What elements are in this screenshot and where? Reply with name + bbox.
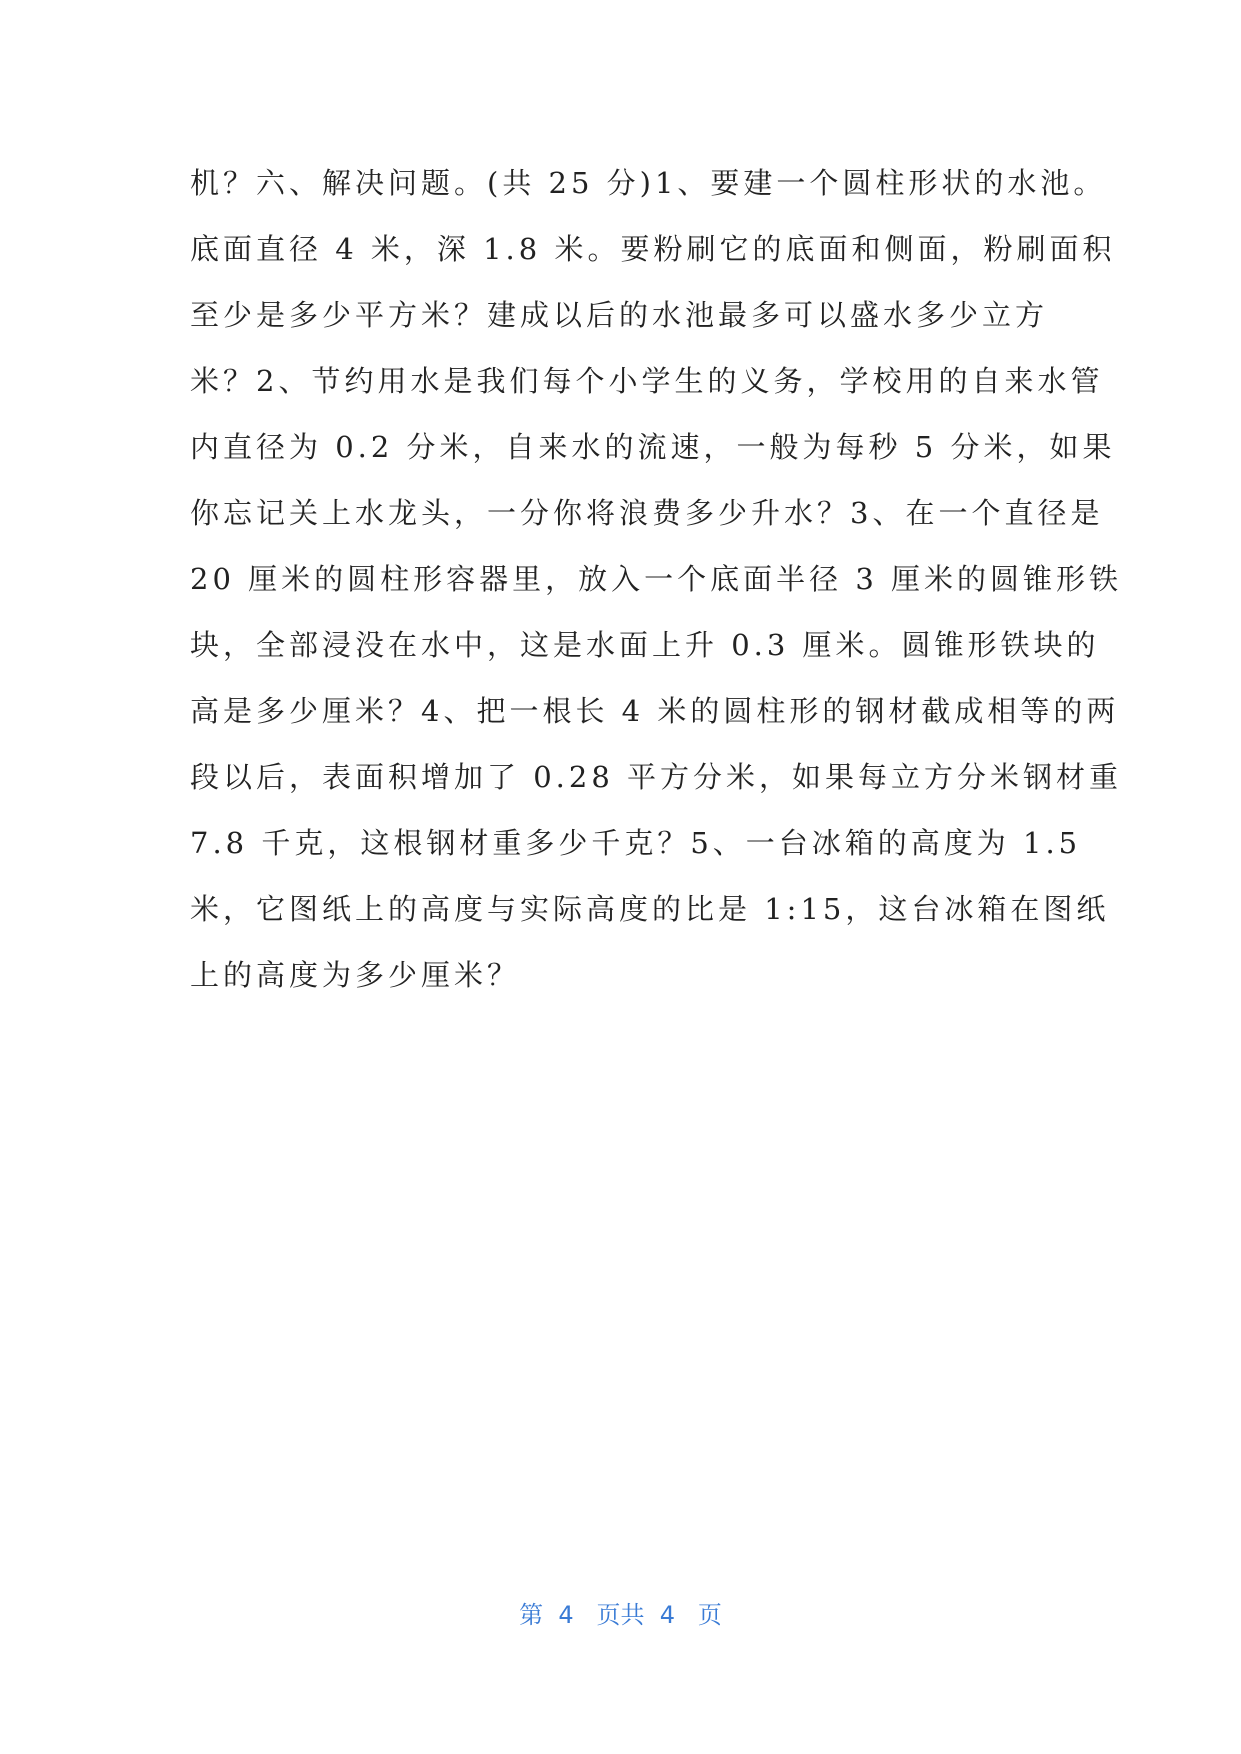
text-line: 内直径为 0.2 分米，自来水的流速，一般为每秒 5 分米，如果 <box>190 430 1116 464</box>
text-line: 底面直径 4 米，深 1.8 米。要粉刷它的底面和侧面，粉刷面积 <box>190 232 1116 266</box>
text-line: 机？六、解决问题。(共 25 分)1、要建一个圆柱形状的水池。 <box>190 166 1107 200</box>
page-number-footer: 第 4 页共 4 页 <box>519 1601 722 1629</box>
text-line: 20 厘米的圆柱形容器里，放入一个底面半径 3 厘米的圆锥形铁 <box>190 562 1123 596</box>
text-line: 7.8 千克，这根钢材重多少千克？5、一台冰箱的高度为 1.5 <box>190 826 1082 860</box>
text-line: 段以后，表面积增加了 0.28 平方分米，如果每立方分米钢材重 <box>190 760 1123 794</box>
text-line: 米？2、节约用水是我们每个小学生的义务，学校用的自来水管 <box>190 364 1104 398</box>
text-line: 至少是多少平方米？建成以后的水池最多可以盛水多少立方 <box>190 298 1049 332</box>
text-line: 你忘记关上水龙头，一分你将浪费多少升水？3、在一个直径是 <box>190 496 1104 530</box>
text-line: 块，全部浸没在水中，这是水面上升 0.3 厘米。圆锥形铁块的 <box>190 628 1100 662</box>
body-text <box>190 150 1123 1008</box>
text-line: 高是多少厘米？4、把一根长 4 米的圆柱形的钢材截成相等的两 <box>190 694 1120 728</box>
text-line: 米，它图纸上的高度与实际高度的比是 1:15，这台冰箱在图纸 <box>190 892 1110 926</box>
text-line: 上的高度为多少厘米？ <box>190 958 521 992</box>
